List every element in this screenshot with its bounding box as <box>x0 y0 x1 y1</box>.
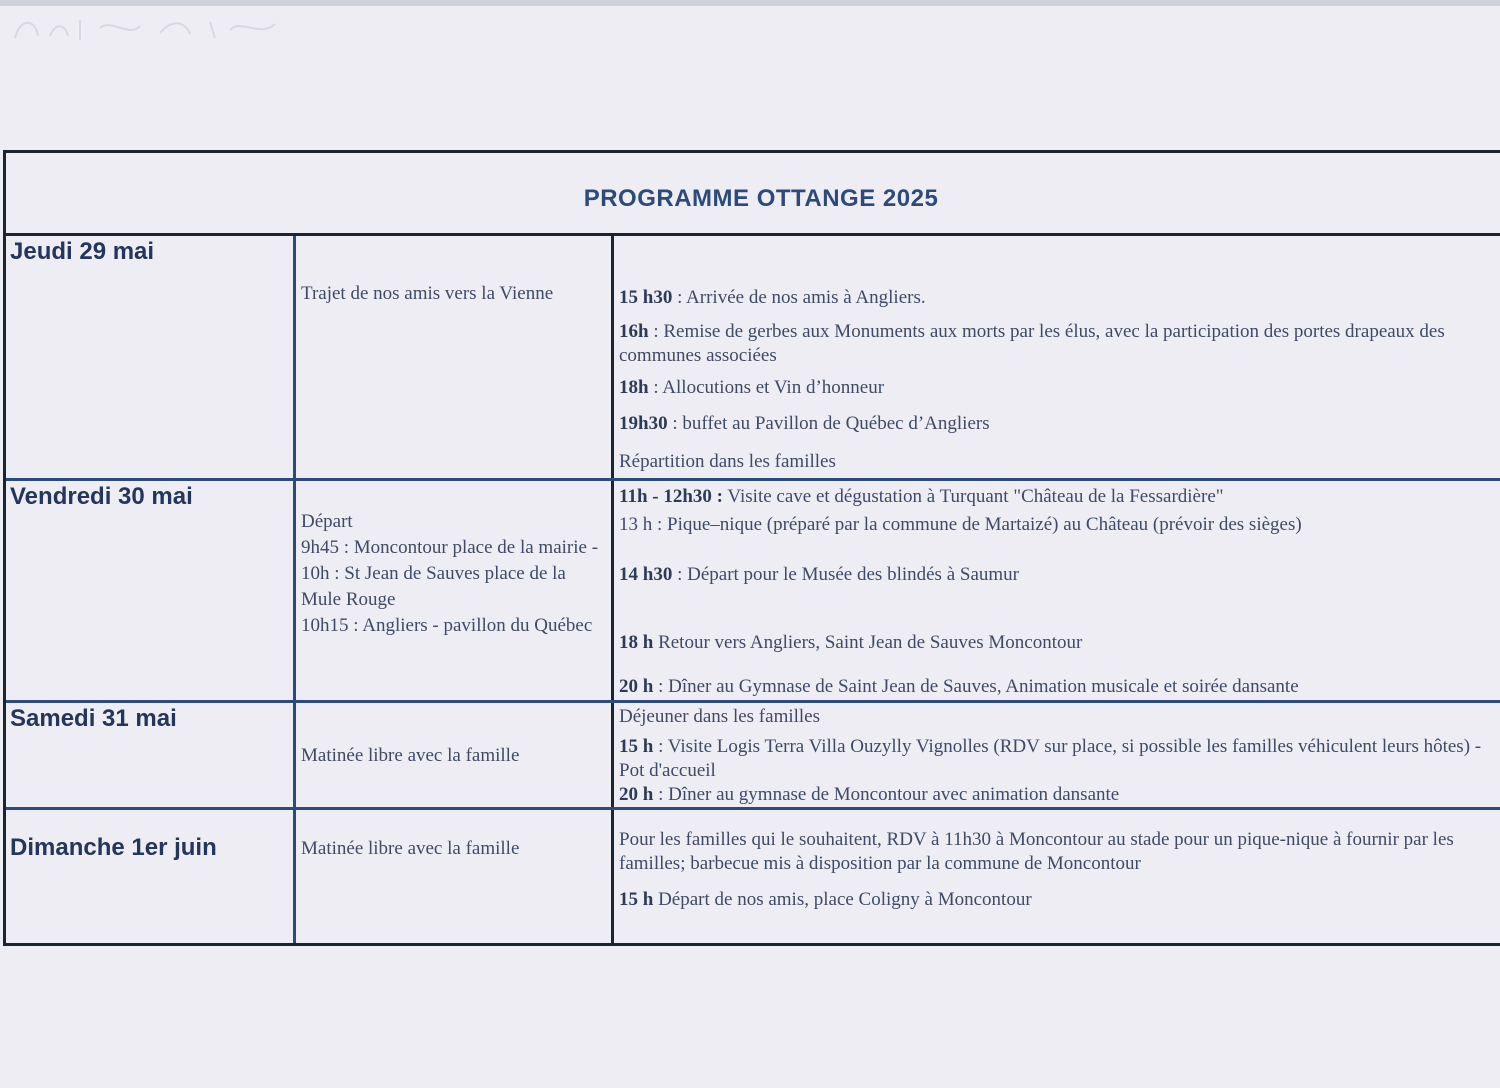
day-label: Vendredi 30 mai <box>10 483 193 510</box>
event-time: 15 h <box>619 736 654 757</box>
events-cell <box>614 481 1500 700</box>
event-text: : Allocutions et Vin d’honneur <box>648 377 885 398</box>
event-line <box>619 783 1495 807</box>
event-line <box>619 675 1495 699</box>
morning-text: Trajet de nos amis vers la Vienne <box>301 283 554 304</box>
event-line <box>619 485 1495 509</box>
event-time: 20 h <box>619 676 654 697</box>
event-text: : Arrivée de nos amis à Angliers. <box>672 287 926 308</box>
morning-text: Départ <box>301 511 353 532</box>
event-text: 13 h : Pique–nique (préparé par la commune de Martaizé) au Château (prévoir des sièges) <box>619 514 1302 535</box>
morning-text: Matinée libre avec la famille <box>301 838 520 859</box>
event-line <box>619 286 1495 310</box>
event-text: : Dîner au gymnase de Moncontour avec animation dansante <box>653 784 1120 805</box>
day-cell <box>6 236 296 478</box>
day-cell <box>6 703 296 807</box>
event-line <box>619 412 1495 436</box>
event-time: 20 h <box>619 784 654 805</box>
event-time: 16h <box>619 321 649 342</box>
events-cell <box>614 236 1500 478</box>
day-label: Jeudi 29 mai <box>10 238 155 265</box>
event-text: Retour vers Angliers, Saint Jean de Sauves Moncontour <box>653 632 1083 653</box>
events-cell <box>614 703 1500 807</box>
event-time: 18h <box>619 377 649 398</box>
faint-handwriting <box>10 8 290 48</box>
event-text: : Départ pour le Musée des blindés à Saumur <box>672 564 1019 585</box>
day-row-samedi <box>6 703 1500 810</box>
event-line <box>619 631 1495 655</box>
day-row-vendredi <box>6 481 1500 703</box>
day-row-jeudi <box>6 236 1500 481</box>
event-text: : Visite Logis Terra Villa Ouzylly Vignolles (RDV sur place, si possible les familles véhiculent leurs hôtes) - Pot d'accueil <box>619 736 1482 781</box>
day-cell <box>6 810 296 943</box>
event-text: : Dîner au Gymnase de Saint Jean de Sauves, Animation musicale et soirée dansante <box>653 676 1299 697</box>
event-line <box>619 376 1495 400</box>
event-line <box>619 828 1495 876</box>
day-label: Samedi 31 mai <box>10 705 177 732</box>
event-text: Déjeuner dans les familles <box>619 706 821 727</box>
event-time: 19h30 <box>619 413 668 434</box>
events-cell <box>614 810 1500 943</box>
title-row <box>6 153 1500 236</box>
event-text: Visite cave et dégustation à Turquant "Château de la Fessardière" <box>723 486 1224 507</box>
event-time: 11h - 12h30 : <box>619 486 723 507</box>
event-time: 14 h30 <box>619 564 673 585</box>
morning-cell <box>296 236 614 478</box>
event-line <box>619 735 1495 783</box>
day-label: Dimanche 1er juin <box>10 834 217 861</box>
morning-text: 9h45 : Moncontour place de la mairie - 10h : St Jean de Sauves place de la Mule Rouge <box>301 537 599 610</box>
day-cell <box>6 481 296 700</box>
program-table <box>3 150 1500 946</box>
event-text: : Remise de gerbes aux Monuments aux morts par les élus, avec la participation des portes drapeaux des communes associées <box>619 321 1445 366</box>
event-line <box>619 450 1495 474</box>
event-text: Départ de nos amis, place Coligny à Moncontour <box>653 889 1032 910</box>
event-line <box>619 513 1495 537</box>
event-time: 18 h <box>619 632 654 653</box>
event-line <box>619 563 1495 587</box>
sheet-top-edge <box>0 0 1500 6</box>
morning-cell <box>296 810 614 943</box>
morning-text: Matinée libre avec la famille <box>301 745 520 766</box>
event-time: 15 h <box>619 889 654 910</box>
day-row-dimanche <box>6 810 1500 943</box>
morning-text: 10h15 : Angliers - pavillon du Québec <box>301 615 593 636</box>
morning-cell <box>296 481 614 700</box>
event-time: 15 h30 <box>619 287 673 308</box>
event-line <box>619 888 1495 912</box>
event-text: Répartition dans les familles <box>619 451 836 472</box>
event-text: Pour les familles qui le souhaitent, RDV à 11h30 à Moncontour au stade pour un pique-nique à fournir par les familles; barbecue mis à disposition par la commune de Moncontour <box>619 829 1454 874</box>
event-line <box>619 320 1495 368</box>
event-line <box>619 705 1495 729</box>
program-title: PROGRAMME OTTANGE 2025 <box>583 185 939 212</box>
morning-cell <box>296 703 614 807</box>
event-text: : buffet au Pavillon de Québec d’Angliers <box>667 413 990 434</box>
